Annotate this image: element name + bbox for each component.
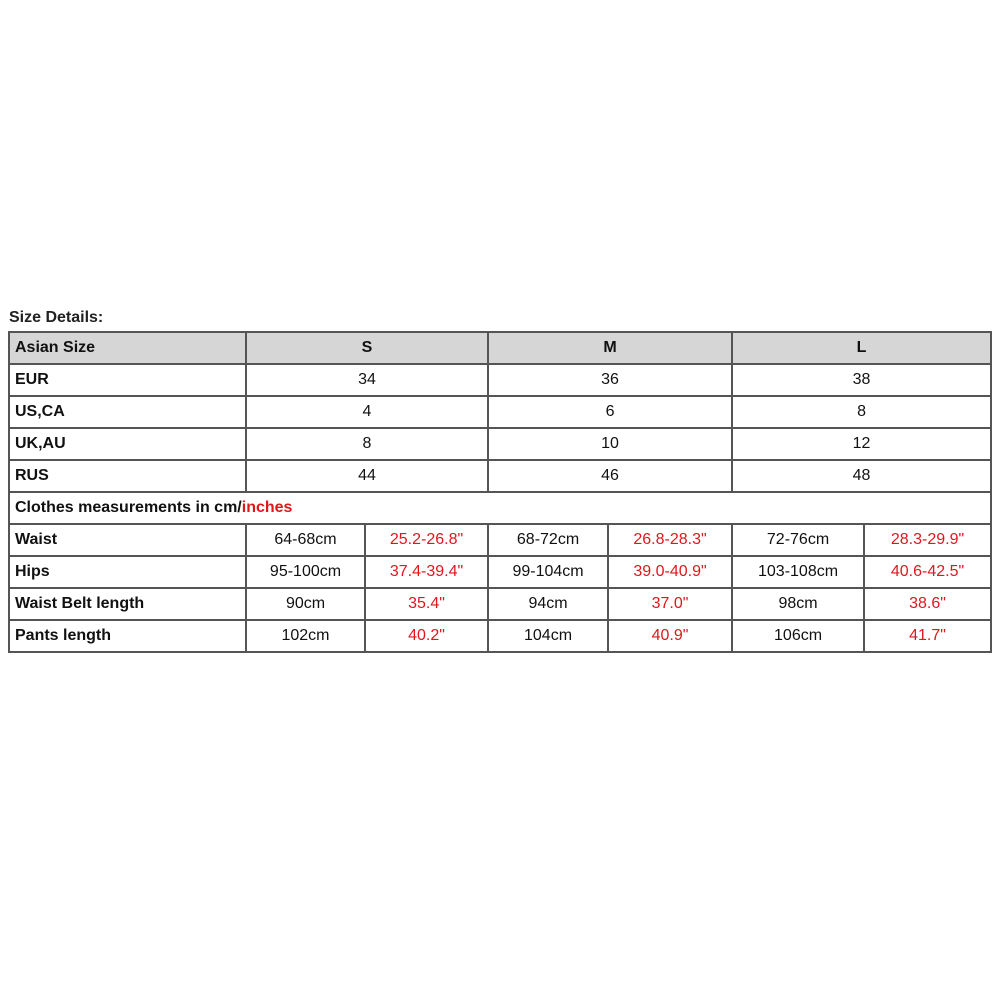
cm-cell: 68-72cm: [488, 524, 608, 556]
header-size-m: M: [488, 332, 732, 364]
cm-cell: 104cm: [488, 620, 608, 652]
inch-cell: 28.3-29.9": [864, 524, 991, 556]
cm-cell: 106cm: [732, 620, 864, 652]
table-row: [9, 460, 991, 492]
row-label: EUR: [9, 364, 246, 396]
row-label: UK,AU: [9, 428, 246, 460]
size-details-table: [8, 331, 992, 653]
table-header-row: [9, 332, 991, 364]
cm-cell: 99-104cm: [488, 556, 608, 588]
table-cell: 10: [488, 428, 732, 460]
inch-cell: 35.4": [365, 588, 488, 620]
measurements-title-row: [9, 492, 991, 524]
inch-cell: 41.7": [864, 620, 991, 652]
inch-cell: 40.9": [608, 620, 732, 652]
header-size-s: S: [246, 332, 488, 364]
inch-cell: 26.8-28.3": [608, 524, 732, 556]
table-cell: 34: [246, 364, 488, 396]
table-cell: 38: [732, 364, 991, 396]
header-size-l: L: [732, 332, 991, 364]
table-cell: 12: [732, 428, 991, 460]
inch-cell: 25.2-26.8": [365, 524, 488, 556]
header-label: Asian Size: [9, 332, 246, 364]
table-row: [9, 620, 991, 652]
table-cell: 8: [246, 428, 488, 460]
cm-cell: 72-76cm: [732, 524, 864, 556]
table-row: [9, 556, 991, 588]
table-row: [9, 524, 991, 556]
cm-cell: 90cm: [246, 588, 365, 620]
cm-cell: 64-68cm: [246, 524, 365, 556]
table-cell: 4: [246, 396, 488, 428]
row-label: Pants length: [9, 620, 246, 652]
table-row: [9, 396, 991, 428]
cm-cell: 95-100cm: [246, 556, 365, 588]
table-cell: 6: [488, 396, 732, 428]
table-cell: 8: [732, 396, 991, 428]
table-cell: 36: [488, 364, 732, 396]
table-cell: 48: [732, 460, 991, 492]
inch-cell: 37.4-39.4": [365, 556, 488, 588]
row-label: US,CA: [9, 396, 246, 428]
row-label: Hips: [9, 556, 246, 588]
cm-cell: 102cm: [246, 620, 365, 652]
inch-cell: 37.0": [608, 588, 732, 620]
measurements-title-prefix: Clothes measurements in cm/: [15, 499, 242, 516]
inch-cell: 40.6-42.5": [864, 556, 991, 588]
table-row: [9, 428, 991, 460]
table-row: [9, 364, 991, 396]
measurements-title: [9, 492, 991, 524]
cm-cell: 94cm: [488, 588, 608, 620]
page-title: Size Details:: [9, 309, 104, 326]
table-cell: 46: [488, 460, 732, 492]
table-cell: 44: [246, 460, 488, 492]
inch-cell: 40.2": [365, 620, 488, 652]
table-row: [9, 588, 991, 620]
row-label: Waist Belt length: [9, 588, 246, 620]
measurements-title-inches: inches: [241, 499, 293, 516]
row-label: RUS: [9, 460, 246, 492]
inch-cell: 39.0-40.9": [608, 556, 732, 588]
cm-cell: 98cm: [732, 588, 864, 620]
cm-cell: 103-108cm: [732, 556, 864, 588]
row-label: Waist: [9, 524, 246, 556]
inch-cell: 38.6": [864, 588, 991, 620]
